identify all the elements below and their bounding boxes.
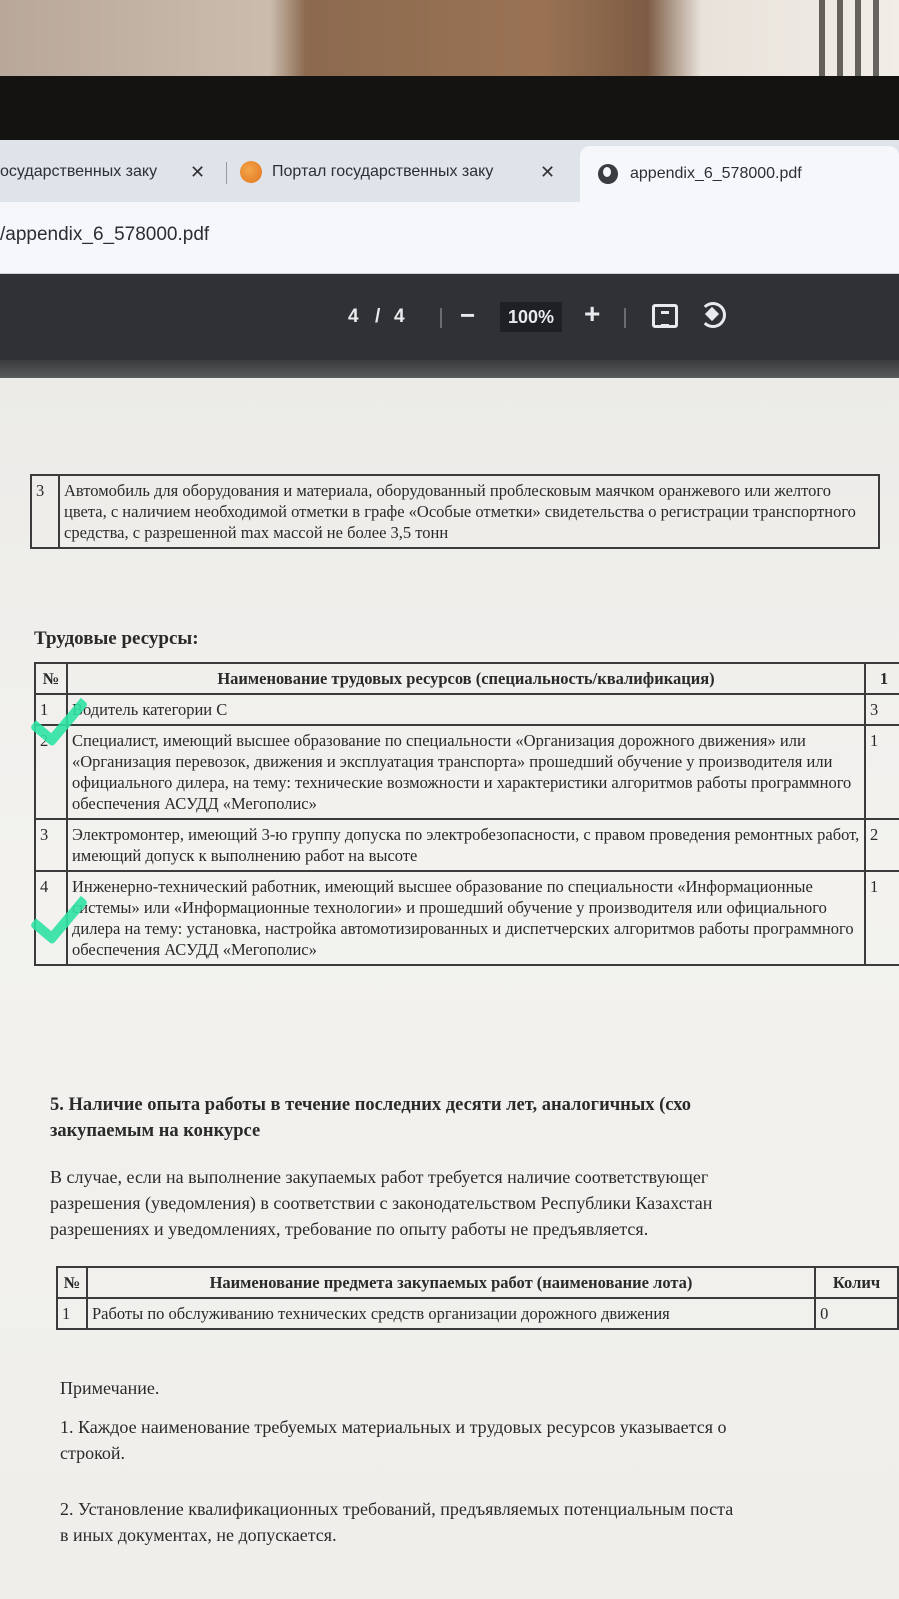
tab-appendix-pdf[interactable]: [580, 146, 899, 202]
vehicles-table: [30, 474, 880, 549]
page-separator: /: [375, 306, 381, 327]
table-header-row: [57, 1267, 898, 1298]
tab-title: Портал государственных заку: [272, 163, 494, 180]
row-number: 3: [31, 475, 59, 548]
row-number: 4: [35, 871, 67, 965]
row-name: Электромонтер, имеющий 3-ю группу допуска по электробезопасности, с правом проведения ремонтных работ, имеющий допуск к выполнению работ на высоте: [67, 819, 865, 871]
toolbar-divider: [440, 308, 442, 328]
row-qty: 0: [815, 1298, 898, 1329]
header-qty: Колич: [815, 1267, 898, 1298]
labor-table: [34, 662, 899, 966]
rotate-icon[interactable]: [700, 302, 726, 328]
note-2: [60, 1496, 899, 1548]
table-row: [35, 694, 899, 725]
zoom-out-button[interactable]: −: [460, 300, 476, 330]
tab-separator: [226, 162, 227, 184]
row-number: 2: [35, 725, 67, 819]
fit-page-icon[interactable]: [652, 304, 678, 328]
row-name: Инженерно-технический работник, имеющий высшее образование по специальности «Информационные системы» или «Информационные технологии» и прошедший обучение у производителя или официального дилера на тему: установка, настройка автомотизированных и диспетчерских алгоритмов работы программного обеспечения АСУДД «Мегополис»: [67, 871, 865, 965]
monitor-bezel: [0, 76, 899, 142]
tab-gov-procurement-1[interactable]: [0, 152, 220, 192]
table-row: [57, 1298, 898, 1329]
close-icon[interactable]: ✕: [540, 161, 556, 182]
zoom-in-button[interactable]: +: [584, 298, 601, 329]
tab-gov-procurement-2[interactable]: [240, 152, 570, 192]
note-1: [60, 1414, 899, 1466]
tab-title: appendix_6_578000.pdf: [630, 165, 802, 182]
note-heading: Примечание.: [60, 1378, 160, 1398]
note-line: строкой.: [60, 1443, 126, 1463]
row-name: Специалист, имеющий высшее образование по специальности «Организация дорожного движения» или «Организация перевозок, движения и эксплуатация транспорта» прошедший обучение у производителя или официального дилера, на тему: технические возможности и характеристики алгоритмов работы программного обеспечения АСУДД «Мегополис»: [67, 725, 865, 819]
header-name: Наименование трудовых ресурсов (специальность/квалификация): [67, 663, 865, 694]
pdf-toolbar: [0, 274, 899, 360]
address-bar[interactable]: [0, 202, 899, 274]
row-qty: 3: [865, 694, 899, 725]
zoom-input[interactable]: 100%: [500, 302, 562, 332]
row-qty: 2: [865, 819, 899, 871]
page-total: 4: [394, 306, 405, 327]
table-row: [35, 871, 899, 965]
note-line: 1. Каждое наименование требуемых материальных и трудовых ресурсов указывается о: [60, 1417, 727, 1437]
paragraph-line: разрешениях и уведомлениях, требование по опыту работы не предъявляется.: [50, 1219, 649, 1239]
note-line: в иных документах, не допускается.: [60, 1525, 337, 1545]
paragraph-line: разрешения (уведомления) в соответствии с законодательством Республики Казахстан: [50, 1193, 713, 1213]
table-row: [35, 725, 899, 819]
portal-favicon-icon: [240, 161, 262, 183]
header-name: Наименование предмета закупаемых работ (наименование лота): [87, 1267, 815, 1298]
heading-line: закупаемым на конкурсе: [50, 1121, 261, 1141]
row-text: Автомобиль для оборудования и материала, оборудованный проблесковым маячком оранжевого или желтого цвета, с наличием необходимой отметки в графе «Особые отметки» свидетельства о регистрации транспортного средства, с разрешенной max массой не более 3,5 тонн: [59, 475, 879, 548]
pdf-page: [0, 378, 899, 1599]
background-shelf: [819, 0, 879, 80]
header-qty: 1: [865, 663, 899, 694]
header-num: №: [57, 1267, 87, 1298]
toolbar-shadow: [0, 360, 899, 380]
url-text[interactable]: /appendix_6_578000.pdf: [0, 224, 210, 245]
section-5-paragraph: [50, 1164, 899, 1242]
row-qty: 1: [865, 871, 899, 965]
note-line: 2. Установление квалификационных требований, предъявляемых потенциальным поста: [60, 1499, 734, 1519]
section-5-heading: [50, 1092, 899, 1144]
row-number: 1: [35, 694, 67, 725]
table-header-row: [35, 663, 899, 694]
row-name: Работы по обслуживанию технических средств организации дорожного движения: [87, 1298, 815, 1329]
header-num: №: [35, 663, 67, 694]
background-room: [0, 0, 899, 80]
table-row: [31, 475, 879, 548]
row-qty: 1: [865, 725, 899, 819]
row-number: 1: [57, 1298, 87, 1329]
close-icon[interactable]: ✕: [190, 161, 206, 182]
experience-table: [56, 1266, 899, 1330]
tab-title: осударственных заку: [0, 163, 158, 180]
paragraph-line: В случае, если на выполнение закупаемых работ требуется наличие соответствующег: [50, 1167, 709, 1187]
tab-bar: [0, 140, 899, 202]
globe-icon: [598, 164, 618, 184]
page-number-input[interactable]: 4: [348, 306, 359, 327]
row-name: Водитель категории С: [67, 694, 865, 725]
toolbar-divider: [624, 308, 626, 328]
labor-heading: Трудовые ресурсы:: [34, 628, 199, 649]
heading-line: 5. Наличие опыта работы в течение последних десяти лет, аналогичных (схо: [50, 1095, 692, 1115]
row-number: 3: [35, 819, 67, 871]
table-row: [35, 819, 899, 871]
